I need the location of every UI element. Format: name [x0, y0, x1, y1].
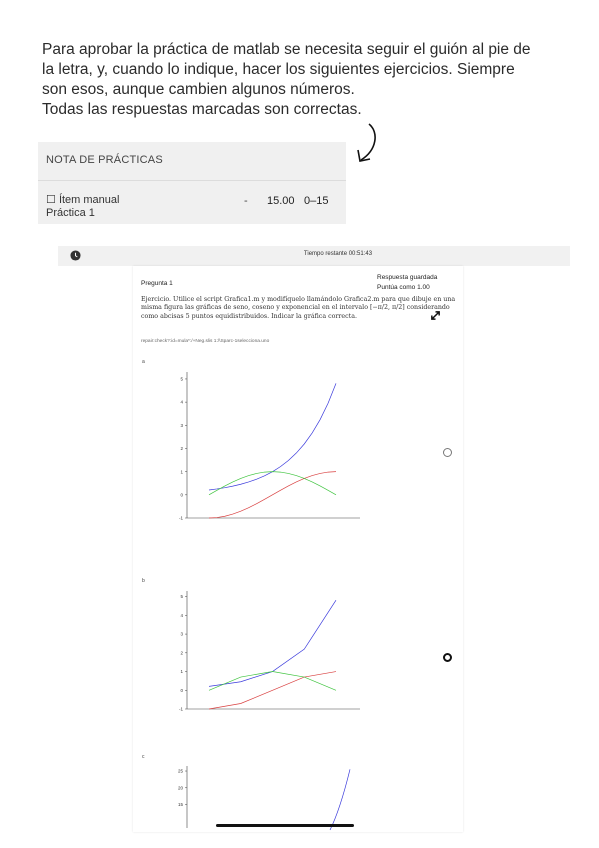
grade-item-sublabel: Práctica 1: [46, 207, 95, 219]
option-c-letter: c: [142, 754, 145, 760]
y-tick-label: 5: [180, 376, 183, 382]
y-tick-label: -1: [178, 515, 183, 521]
grade-item-label: Ítem manual: [58, 194, 120, 206]
grade-range: 0–15: [304, 195, 329, 207]
grade-card-header: NOTA DE PRÁCTICAS: [46, 154, 163, 166]
intro-line: son esos, aunque cambien algunos números.: [42, 81, 355, 98]
option-b-plot: [173, 585, 368, 718]
y-tick-label: 1: [180, 469, 183, 475]
series-line: [209, 672, 336, 709]
series-line: [330, 769, 350, 830]
option-a-plot: [173, 366, 368, 527]
answer-saved-text: Respuesta guardada: [377, 274, 438, 281]
y-tick-label: 4: [180, 399, 183, 405]
line-chart: [173, 760, 368, 832]
y-tick-label: 3: [180, 631, 183, 637]
y-tick-label: 0: [180, 492, 183, 498]
grade-weight: -: [244, 195, 248, 207]
option-a-radio[interactable]: [443, 448, 452, 457]
y-tick-label: 15: [177, 802, 183, 808]
question-points: Puntúa como 1.00: [377, 284, 430, 291]
grade-item-name[interactable]: [46, 194, 119, 220]
y-tick-label: 5: [180, 594, 183, 600]
hand-drawn-arrow-icon: [355, 122, 385, 168]
checkbox-icon[interactable]: ☐: [46, 194, 56, 206]
intro-line: Todas las respuestas marcadas son correctas.: [42, 101, 362, 118]
line-chart: [173, 585, 368, 713]
intro-text: [42, 40, 582, 120]
question-title: Pregunta 1: [141, 280, 173, 287]
option-b-radio[interactable]: [443, 653, 452, 662]
grade-card: [38, 142, 346, 224]
y-tick-label: 2: [180, 446, 183, 452]
timer-remaining: Tiempo restante 00:51:43: [303, 251, 373, 257]
y-tick-label: -1: [178, 706, 183, 712]
series-line: [209, 672, 336, 691]
y-tick-label: 25: [177, 768, 183, 774]
line-chart: [173, 366, 368, 522]
series-line: [209, 472, 336, 495]
option-b-letter: b: [142, 578, 145, 584]
clock-icon: [70, 250, 81, 261]
intro-line: la letra, y, cuando lo indique, hacer los siguientes ejercicios. Siempre: [42, 61, 515, 78]
question-path: repair:check?:id=mula*:/+Neg.slis 1:/\Sparc-1selecciona.uno: [141, 339, 270, 344]
series-line: [209, 472, 336, 518]
y-tick-label: 4: [180, 612, 183, 618]
option-a-letter: a: [142, 359, 145, 365]
series-line: [209, 600, 336, 686]
question-panel: [133, 266, 463, 832]
y-tick-label: 3: [180, 422, 183, 428]
grade-score: 15.00: [267, 195, 295, 207]
y-tick-label: 1: [180, 669, 183, 675]
intro-line: Para aprobar la práctica de matlab se necesita seguir el guión al pie de: [42, 41, 531, 58]
home-indicator: [216, 824, 354, 827]
question-status: [377, 273, 437, 293]
divider: [38, 180, 346, 181]
y-tick-label: 0: [180, 687, 183, 693]
timer-bar: [58, 246, 570, 266]
question-text: Ejercicio. Utilice el script Grafica1.m y modifíquelo llamándolo Grafica2.m para que dibuje en una misma figura las gráficas de seno, coseno y exponencial en el intervalo [−π/2, π/2] considerando como abcisas 5 puntos equidistribuidos. Indicar la gráfica correcta.: [141, 296, 456, 320]
y-tick-label: 20: [177, 785, 183, 791]
y-tick-label: 2: [180, 650, 183, 656]
